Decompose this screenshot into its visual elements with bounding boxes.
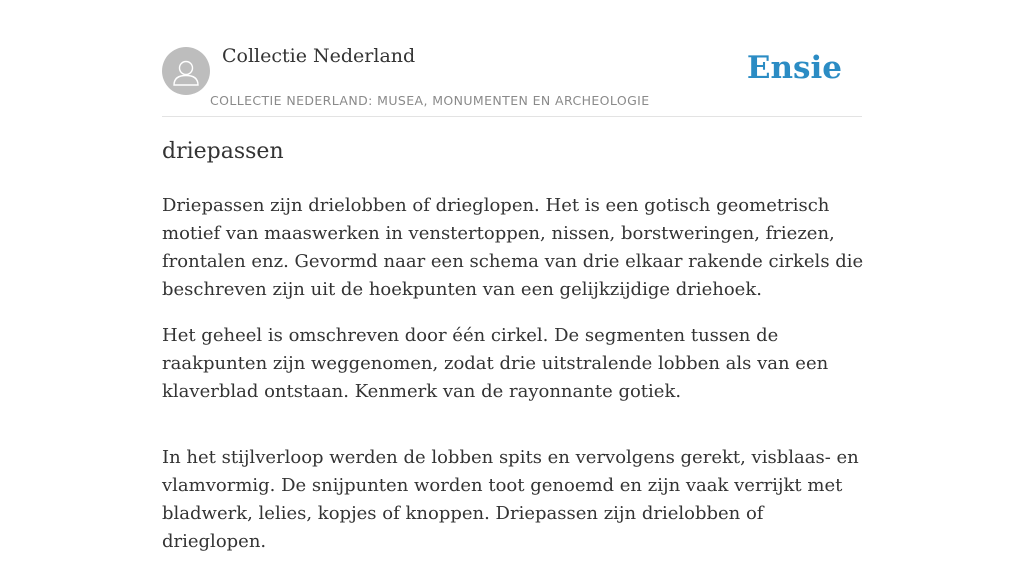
page-title: driepassen <box>162 139 284 164</box>
article-body <box>162 192 867 574</box>
ensie-logo[interactable]: Ensie <box>746 50 842 86</box>
paragraph: In het stijlverloop werden de lobben spits en vervolgens gerekt, visblaas- en vlamvormig. De snijpunten worden toot genoemd en zijn vaak verrijkt met bladwerk, lelies, kopjes of knoppen. Driepassen zijn drielobben of drieglopen. <box>162 447 859 552</box>
avatar[interactable] <box>162 47 210 95</box>
source-label[interactable]: COLLECTIE NEDERLAND: MUSEA, MONUMENTEN EN ARCHEOLOGIE <box>210 93 650 108</box>
user-icon <box>162 47 210 95</box>
paragraph: Het geheel is omschreven door één cirkel. De segmenten tussen de raakpunten zijn weggenomen, zodat drie uitstralende lobben als van een klaverblad ontstaan. Kenmerk van de rayonnante gotiek. <box>162 325 829 402</box>
header <box>162 0 862 117</box>
author-name[interactable]: Collectie Nederland <box>222 45 416 67</box>
paragraph: Driepassen zijn drielobben of drieglopen. Het is een gotisch geometrisch motief van maaswerken in venstertoppen, nissen, borstweringen, friezen, frontalen enz. Gevormd naar een schema van drie elkaar rakende cirkels die beschreven zijn uit de hoekpunten van een gelijkzijdige driehoek. <box>162 195 864 300</box>
